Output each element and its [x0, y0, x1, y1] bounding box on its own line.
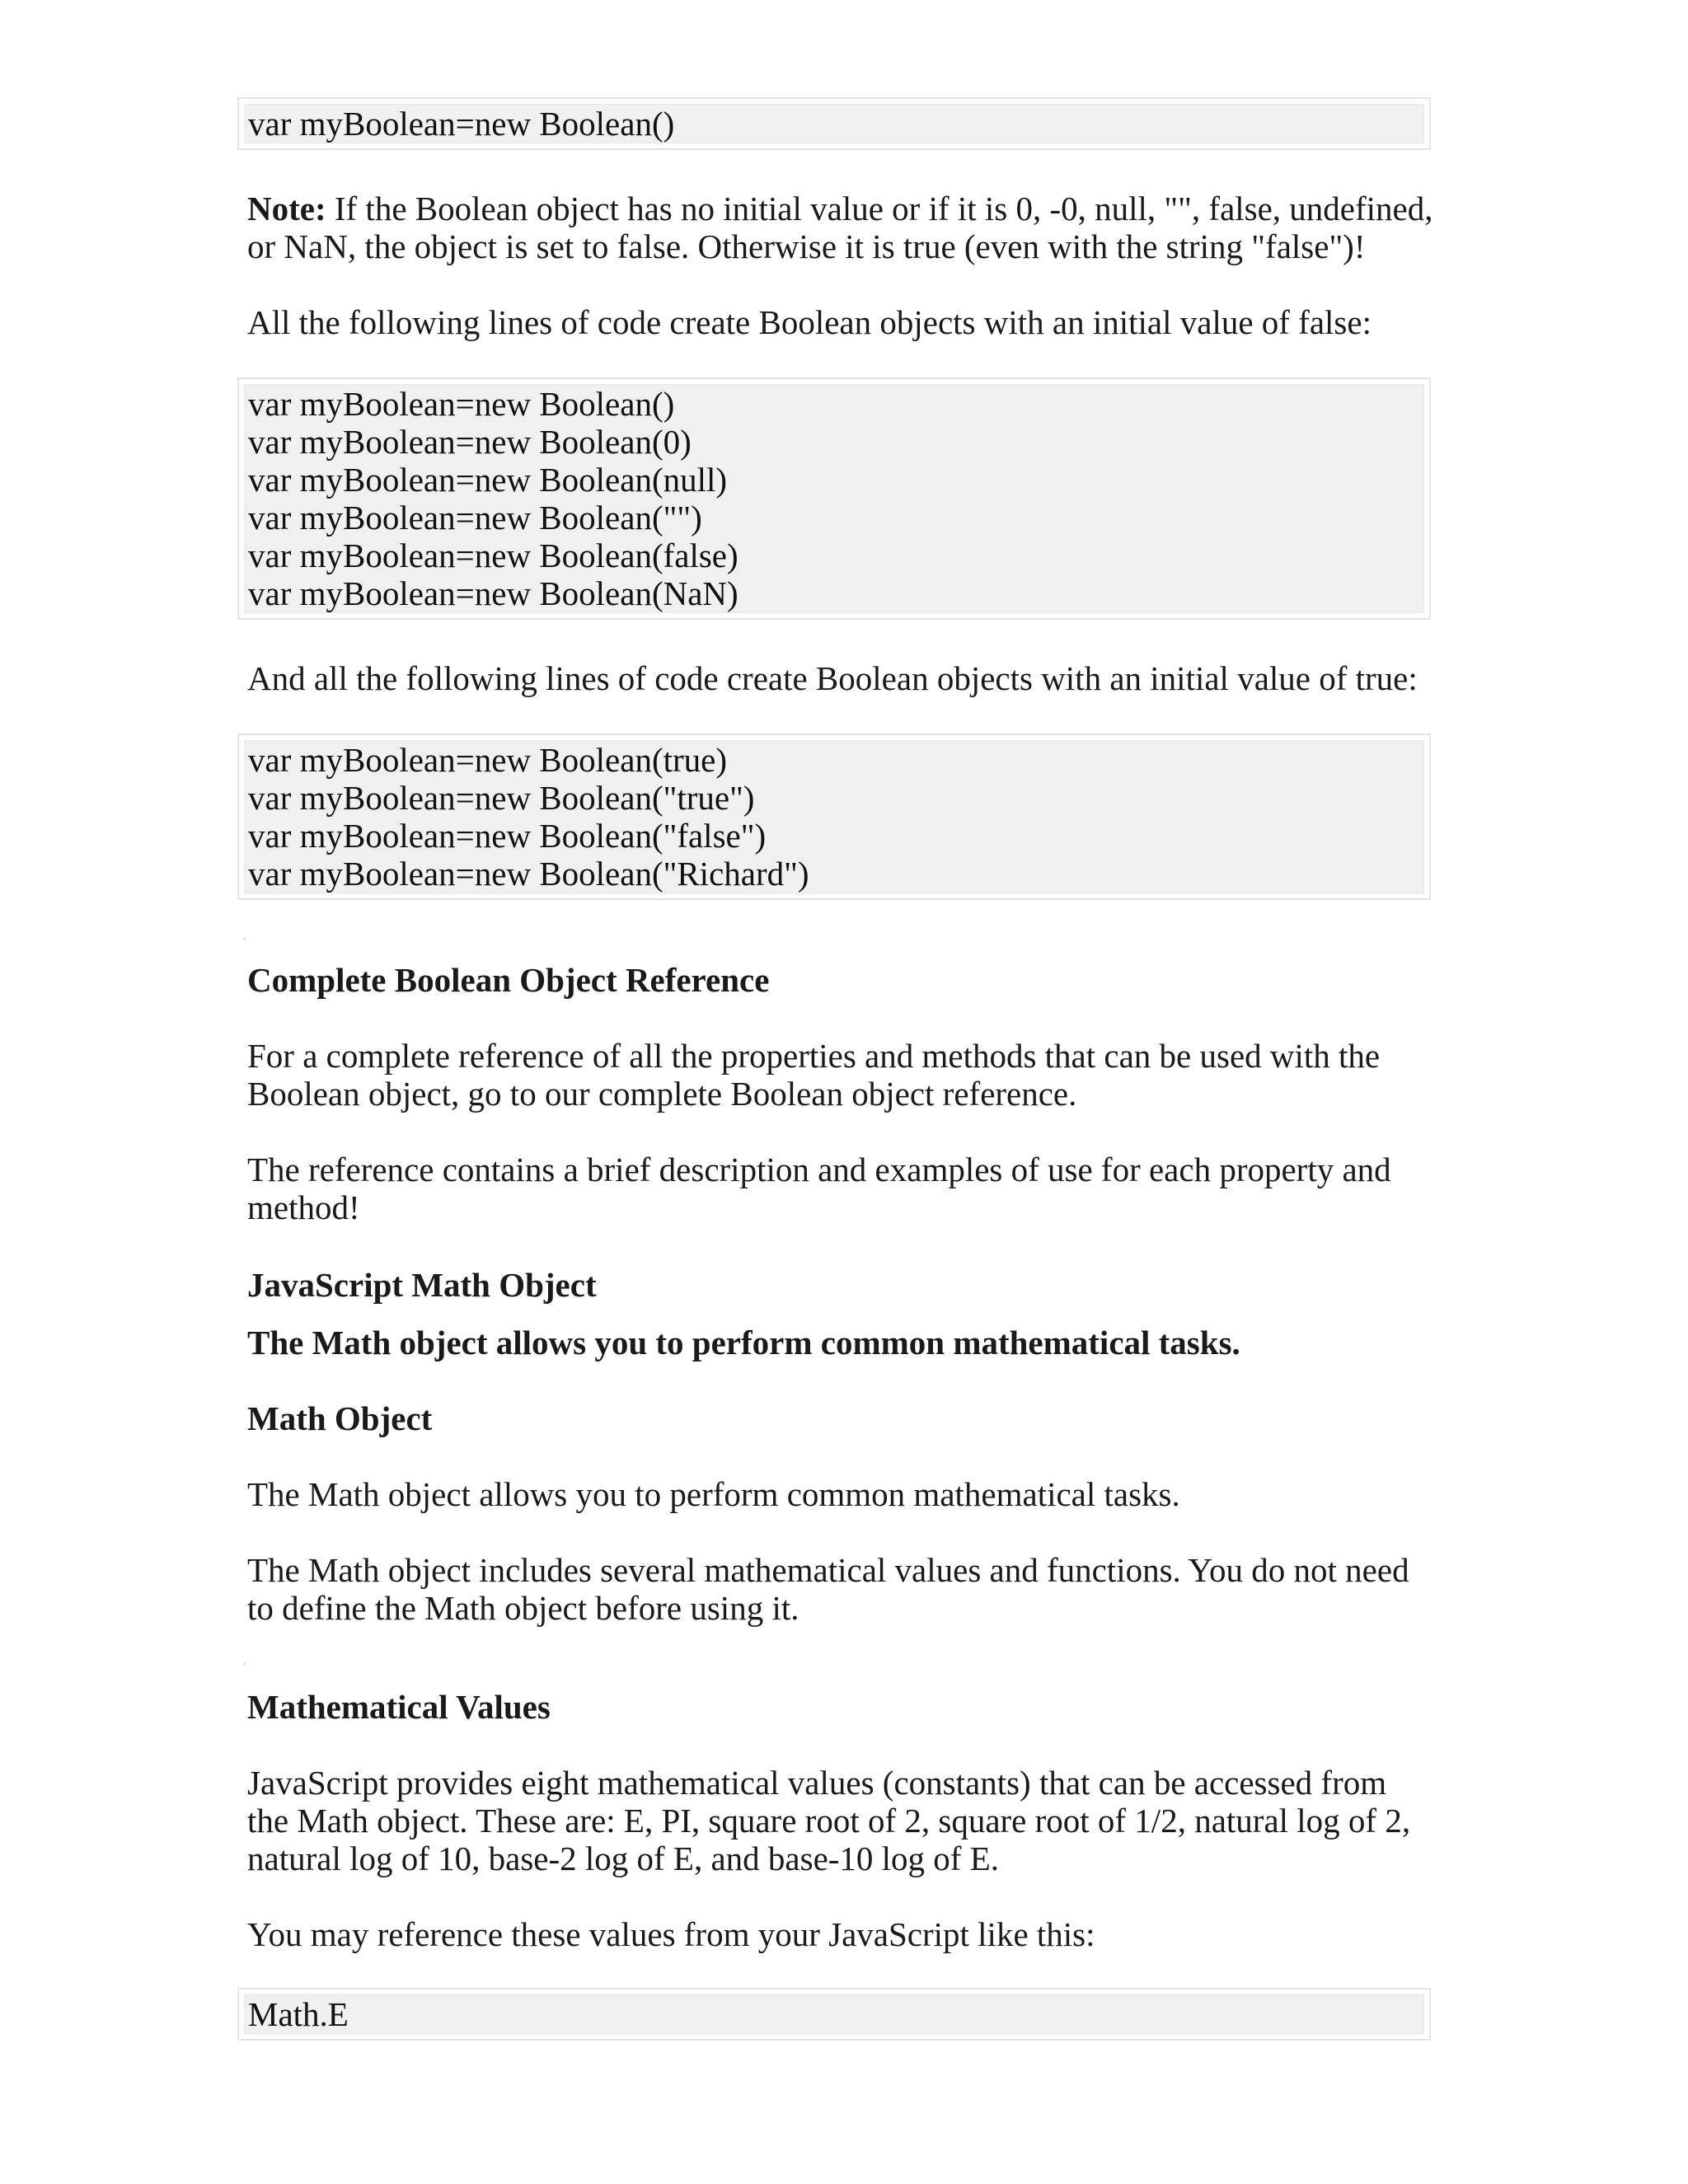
code-block-false-values: [237, 377, 1431, 620]
code-line: var myBoolean=new Boolean(true): [248, 741, 727, 779]
heading-boolean-reference: Complete Boolean Object Reference: [247, 961, 770, 999]
code-line: var myBoolean=new Boolean(null): [248, 461, 728, 499]
reference-description-paragraph: The reference contains a brief description and examples of use for each property and method!: [247, 1151, 1391, 1226]
code-line: var myBoolean=new Boolean(false): [248, 537, 738, 574]
separator-dot: [244, 938, 246, 940]
separator-dot: [244, 1663, 246, 1665]
values-paragraph-1: JavaScript provides eight mathematical values (constants) that can be accessed from the Math object. These are: E, PI, square root of 2, square root of 1/2, natural log of 2, natural log of 10, base-2 log of E, and base-10 log of E.: [247, 1764, 1411, 1877]
math-paragraph-2: The Math object includes several mathematical values and functions. You do not need to define the Math object before using it.: [247, 1551, 1409, 1627]
code-line: var myBoolean=new Boolean(""): [248, 499, 702, 537]
code-line: var myBoolean=new Boolean("false"): [248, 817, 767, 855]
false-intro-paragraph: All the following lines of code create Boolean objects with an initial value of false:: [247, 303, 1372, 341]
code-line: var myBoolean=new Boolean("Richard"): [248, 855, 809, 893]
code-line: var myBoolean=new Boolean(0): [248, 423, 692, 461]
code-line: var myBoolean=new Boolean(): [248, 105, 675, 143]
code-block-declaration: [237, 97, 1431, 150]
heading-math-intro: The Math object allows you to perform common mathematical tasks.: [247, 1324, 1240, 1361]
code-block-math-e: [237, 1988, 1431, 2041]
heading-math-object: Math Object: [247, 1399, 433, 1437]
code-line: var myBoolean=new Boolean(): [248, 385, 675, 423]
true-intro-paragraph: And all the following lines of code create Boolean objects with an initial value of true:: [247, 659, 1418, 697]
code-line: var myBoolean=new Boolean(NaN): [248, 574, 738, 612]
code-line: var myBoolean=new Boolean("true"): [248, 779, 755, 817]
reference-paragraph: For a complete reference of all the properties and methods that can be used with the Boolean object, go to our complete Boolean object reference.: [247, 1037, 1381, 1113]
heading-mathematical-values: Mathematical Values: [247, 1688, 551, 1726]
code-block-true-values: [237, 733, 1431, 900]
note-label: Note:: [247, 190, 326, 227]
note-paragraph: [247, 190, 1434, 265]
heading-javascript-math-object: JavaScript Math Object: [247, 1266, 597, 1304]
values-paragraph-2: You may reference these values from your JavaScript like this:: [247, 1915, 1095, 1953]
code-line: Math.E: [248, 1995, 349, 2033]
note-text: If the Boolean object has no initial value or if it is 0, -0, null, "", false, undefined, or NaN, the object is set to false. Otherwise it is true (even with the string "false")!: [247, 190, 1433, 265]
math-paragraph-1: The Math object allows you to perform common mathematical tasks.: [247, 1475, 1180, 1513]
